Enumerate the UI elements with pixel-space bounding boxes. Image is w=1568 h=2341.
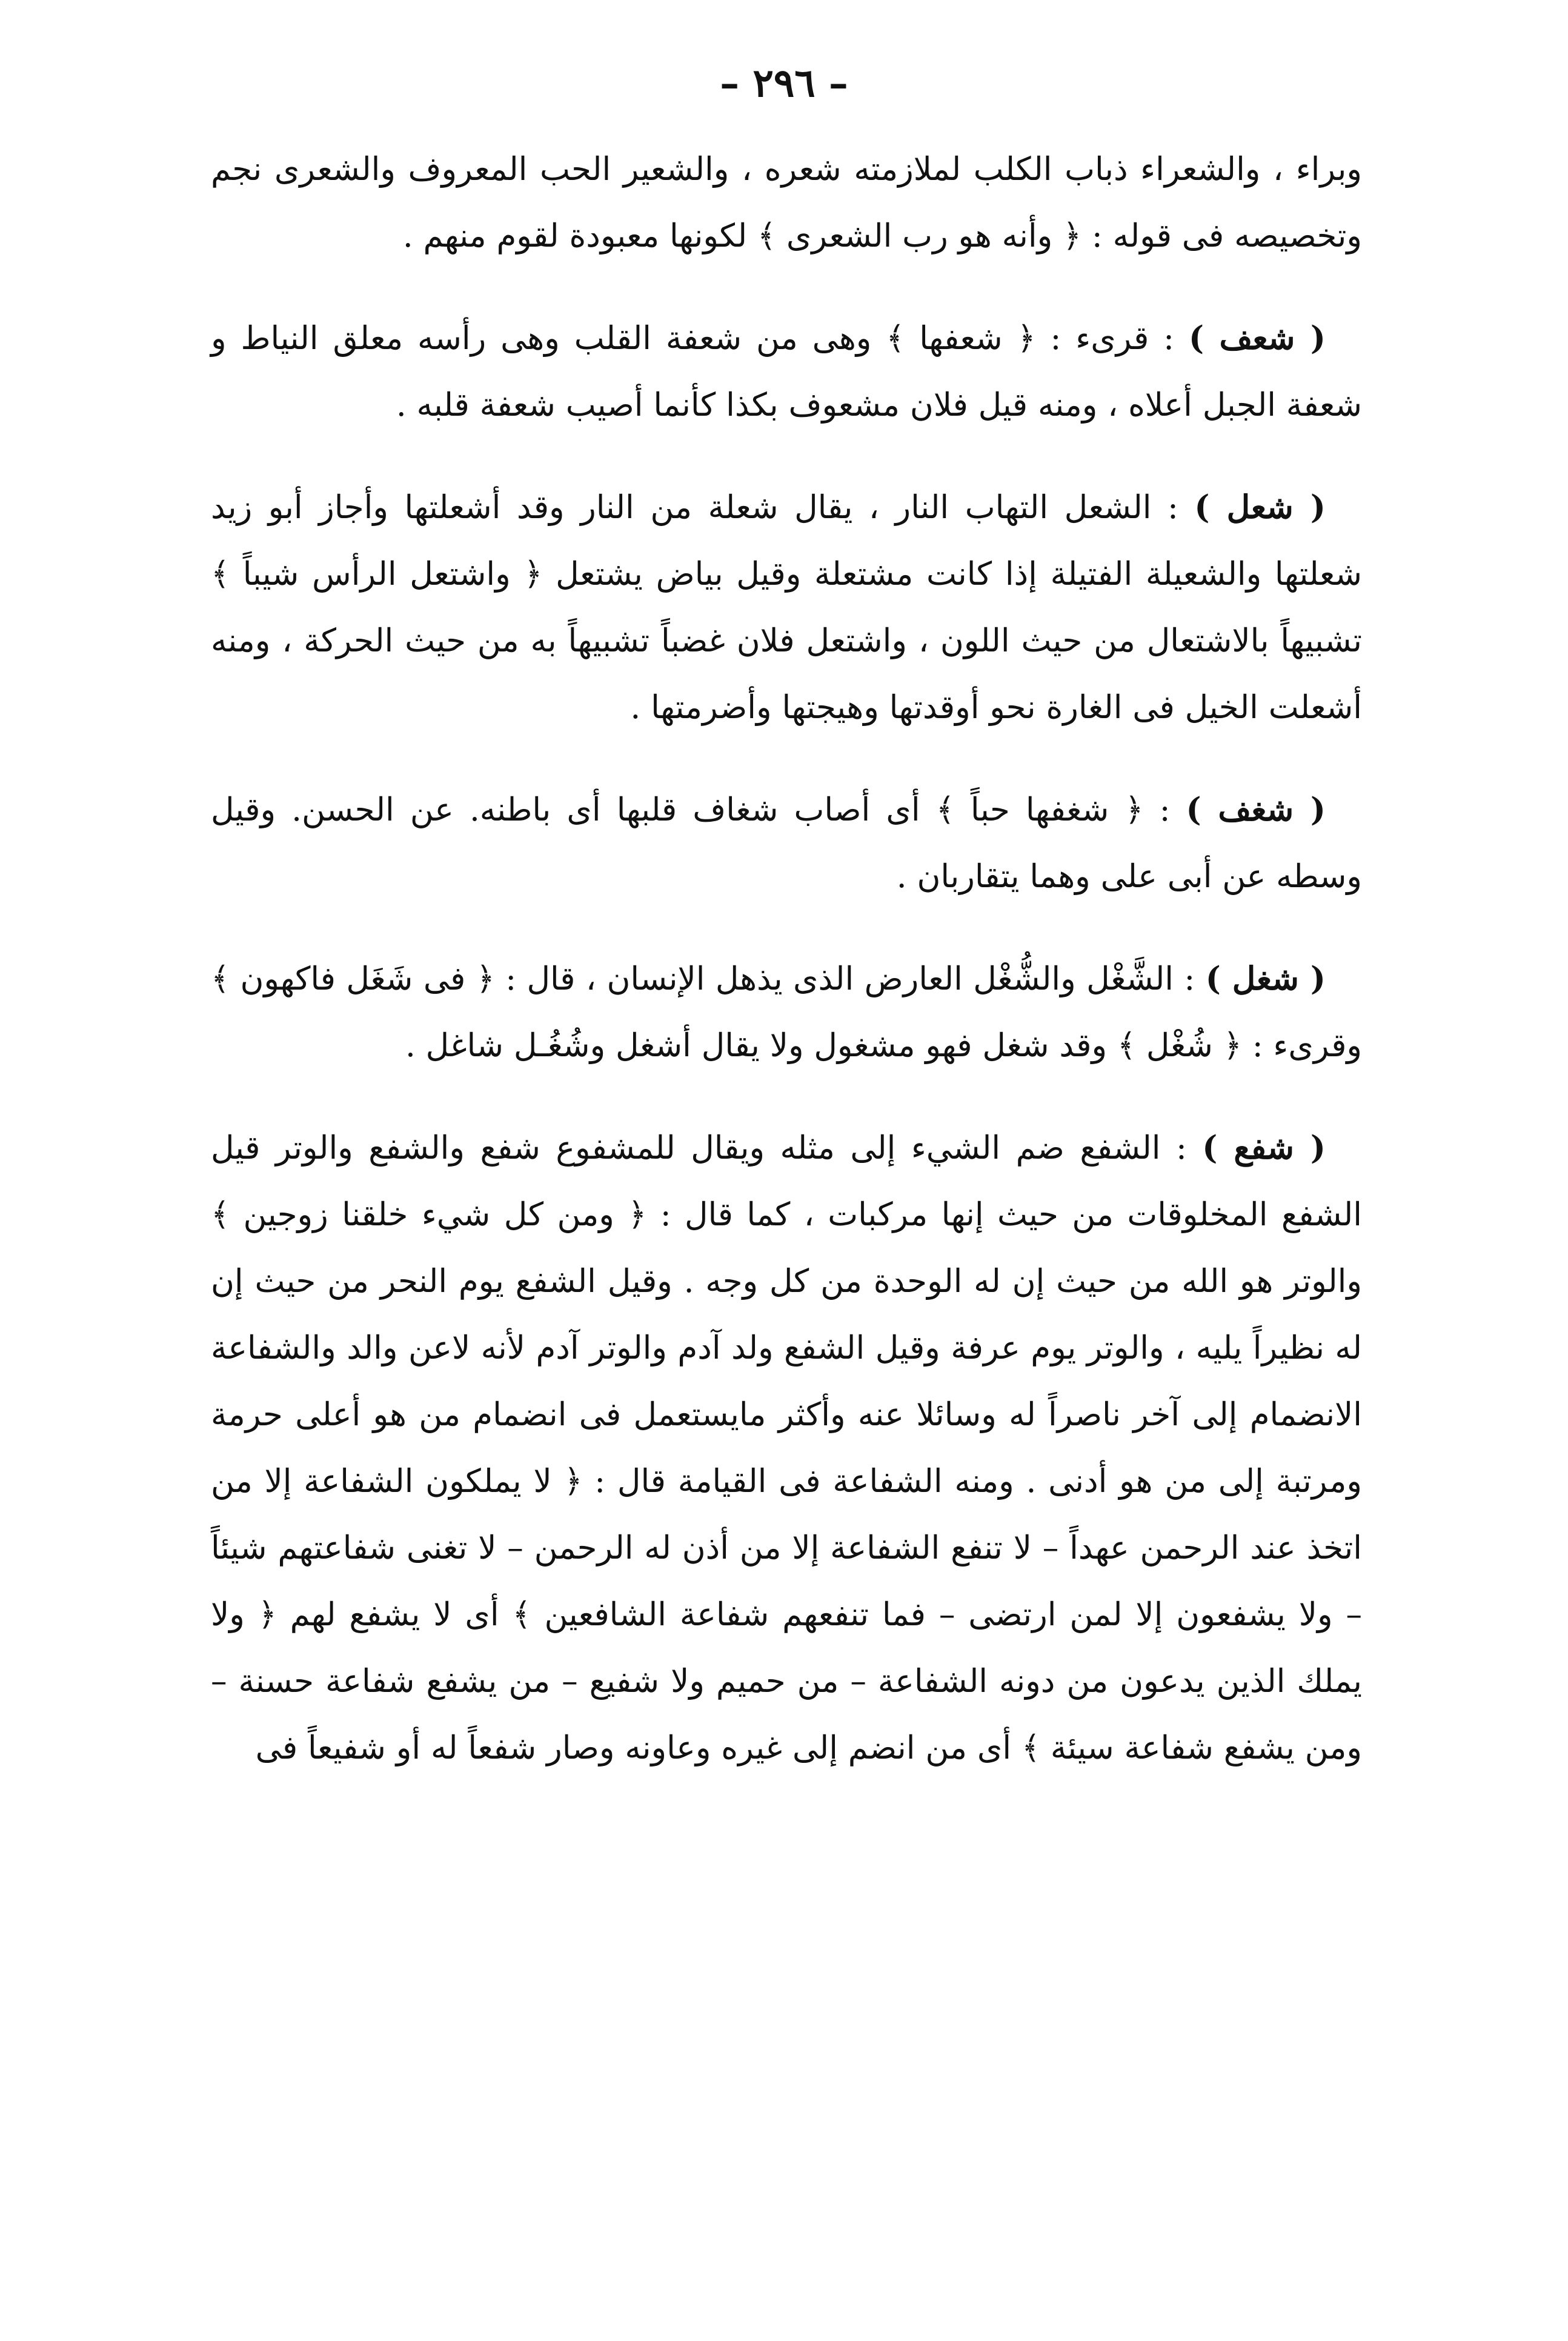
entry-body: : الشَّغْل والشُّغْل العارض الذى يذهل الإنسان ، قال : ﴿ فى شَغَل فاكهون ﴾ وقرىء : ﴿ شُغْل ﴾ وقد شغل فهو مشغول ولا يقال أشغل وشُغُـل شاغل .	[211, 961, 1362, 1064]
entry-shaghaf	[211, 776, 1362, 910]
entry-shughl	[211, 945, 1362, 1079]
entry-body: وبراء ، والشعراء ذباب الكلب لملازمته شعره ، والشعير الحب المعروف والشعرى نجم وتخصيصه فى قوله : ﴿ وأنه هو رب الشعرى ﴾ لكونها معبودة لقوم منهم .	[211, 151, 1362, 255]
entry-continuation	[211, 136, 1362, 270]
entry-headword: ( شغف )	[1186, 791, 1326, 828]
entry-body: : قرىء : ﴿ شعفها ﴾ وهى من شعفة القلب وهى رأسه معلق النياط و شعفة الجبل أعلاه ، ومنه قيل فلان مشعوف بكذا كأنما أصيب شعفة قلبه .	[211, 320, 1362, 424]
main-text-block	[211, 136, 1362, 1817]
entry-shaaf	[211, 305, 1362, 439]
entry-shafa	[211, 1114, 1362, 1782]
entry-headword: ( شعل )	[1194, 488, 1326, 526]
entry-body: : ﴿ شغفها حباً ﴾ أى أصاب شغاف قلبها أى باطنه. عن الحسن. وقيل وسطه عن أبى على وهما يتقاربان .	[211, 791, 1362, 895]
page-number: – ٢٩٦ –	[720, 61, 848, 106]
entry-body: : الشعل التهاب النار ، يقال شعلة من النار وقد أشعلتها وأجاز أبو زيد شعلتها والشعيلة الفتيلة إذا كانت مشتعلة وقيل بياض يشتعل ﴿ واشتعل الرأس شيباً ﴾ تشبيهاً بالاشتعال من حيث اللون ، واشتعل فلان غضباً تشبيهاً به من حيث الحركة ، ومنه أشعلت الخيل فى الغارة نحو أوقدتها وهيجتها وأضرمتها .	[211, 489, 1362, 726]
entry-headword: ( شفع )	[1202, 1129, 1326, 1167]
entry-shaal	[211, 474, 1362, 741]
entry-body: : الشفع ضم الشيء إلى مثله ويقال للمشفوع شفع والشفع والوتر قيل الشفع المخلوقات من حيث إنها مركبات ، كما قال : ﴿ ومن كل شيء خلقنا زوجين ﴾ والوتر هو الله من حيث إن له الوحدة من كل وجه . وقيل الشفع يوم النحر من حيث إن له نظيراً يليه ، والوتر يوم عرفة وقيل الشفع ولد آدم والوتر آدم لأنه لاعن والد والشفاعة الانضمام إلى آخر ناصراً له وسائلا عنه وأكثر مايستعمل فى انضمام من هو أعلى حرمة ومرتبة إلى من هو أدنى . ومنه الشفاعة فى القيامة قال : ﴿ لا يملكون الشفاعة إلا من اتخذ عند الرحمن عهداً – لا تنفع الشفاعة إلا من أذن له الرحمن – لا تغنى شفاعتهم شيئاً – ولا يشفعون إلا لمن ارتضى – فما تنفعهم شفاعة الشافعين ﴾ أى لا يشفع لهم ﴿ ولا يملك الذين يدعون من دونه الشفاعة – من حميم ولا شفيع – من يشفع شفاعة حسنة – ومن يشفع شفاعة سيئة ﴾ أى من انضم إلى غيره وعاونه وصار شفعاً له أو شفيعاً فى	[211, 1130, 1362, 1767]
entry-headword: ( شعف )	[1188, 319, 1326, 357]
entry-headword: ( شغل )	[1205, 960, 1326, 997]
